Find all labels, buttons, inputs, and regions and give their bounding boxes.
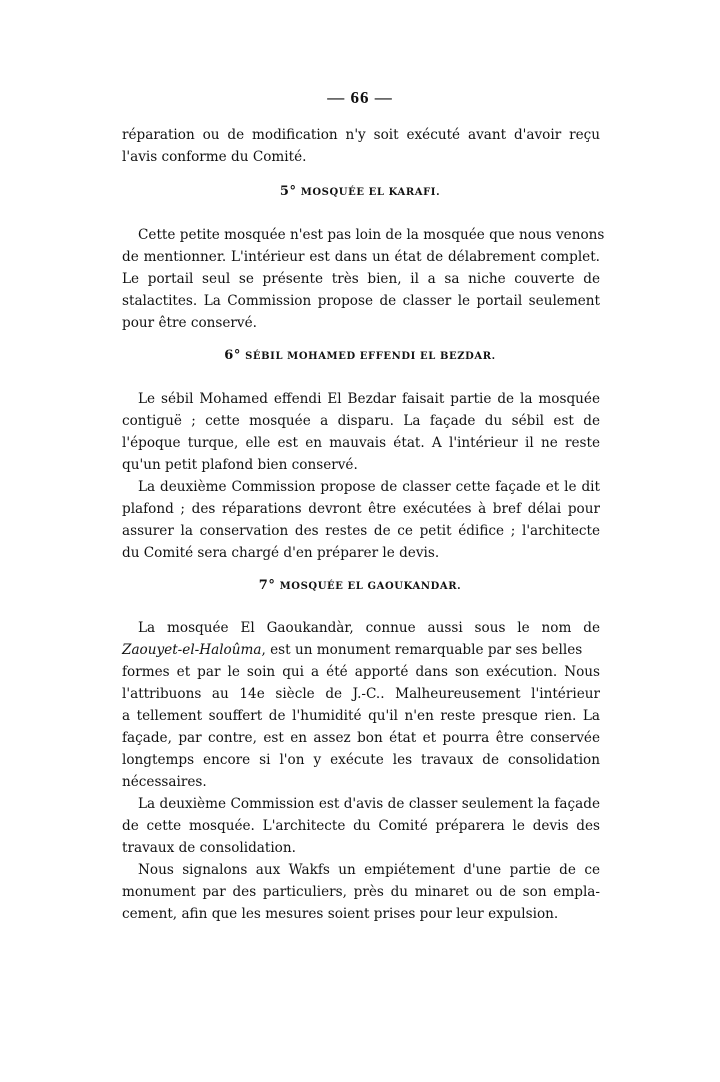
text-line: de mentionner. L'intérieur est dans un état de délabrement complet. — [122, 249, 600, 265]
text-line: Le sébil Mohamed effendi El Bezdar faisait partie de la mosquée — [138, 391, 600, 407]
section-title: MOSQUÉE EL KARAFI. — [300, 187, 441, 198]
section-heading-6 — [0, 348, 720, 365]
text-line: plafond ; des réparations devront être exécutées à bref délai pour — [122, 501, 600, 517]
text-line: nécessaires. — [122, 774, 207, 790]
text-line: cement, afin que les mesures soient prises pour leur expulsion. — [122, 906, 559, 922]
section-number: 5° — [279, 184, 297, 199]
section-heading-5 — [0, 184, 720, 201]
section-title: SÉBIL MOHAMED EFFENDI EL BEZDAR. — [245, 351, 496, 362]
text-line: façade, par contre, est en assez bon état et pourra être conservée — [122, 730, 600, 746]
text-line: La deuxième Commission propose de classer cette façade et le dit — [138, 479, 600, 495]
text-fragment: , est un monument remarquable par ses belles — [261, 642, 583, 658]
text-line: qu'un petit plafond bien conservé. — [122, 457, 358, 473]
text-line: assurer la conservation des restes de ce petit édifice ; l'architecte — [122, 523, 600, 539]
section-heading-7 — [0, 578, 720, 595]
text-line: a tellement souffert de l'humidité qu'il n'en reste presque rien. La — [122, 708, 600, 724]
text-line: Nous signalons aux Wakfs un empiétement d'une partie de ce — [138, 862, 600, 878]
text-line: stalactites. La Commission propose de classer le portail seulement — [122, 293, 600, 309]
section-number: 7° — [258, 578, 276, 593]
text-line: contiguë ; cette mosquée a disparu. La façade du sébil est de — [122, 413, 600, 429]
text-line: du Comité sera chargé d'en préparer le devis. — [122, 545, 440, 561]
section-number: 6° — [224, 348, 241, 363]
text-line: monument par des particuliers, près du minaret ou de son empla- — [122, 884, 600, 900]
page-number: — 66 — — [327, 88, 393, 107]
text-line: travaux de consolidation. — [122, 840, 296, 856]
text-line: réparation ou de modification n'y soit exécuté avant d'avoir reçu — [122, 127, 600, 143]
text-line: pour être conservé. — [122, 315, 257, 331]
italic-place-name: Zaouyet-el-Haloûma — [122, 642, 262, 658]
text-line: Cette petite mosquée n'est pas loin de la mosquée que nous venons — [138, 227, 605, 243]
section-title: MOSQUÉE EL GAOUKANDAR. — [279, 581, 462, 592]
text-line: longtemps encore si l'on y exécute les travaux de consolidation — [122, 752, 600, 768]
text-line: Le portail seul se présente très bien, il a sa niche couverte de — [122, 271, 600, 287]
text-line — [122, 640, 600, 660]
text-line: de cette mosquée. L'architecte du Comité préparera le devis des — [122, 818, 600, 834]
text-line: l'attribuons au 14e siècle de J.-C.. Malheureusement l'intérieur — [122, 686, 600, 702]
text-line: l'époque turque, elle est en mauvais état. A l'intérieur il ne reste — [122, 435, 600, 451]
text-line: formes et par le soin qui a été apporté dans son exécution. Nous — [122, 664, 600, 680]
text-line: La deuxième Commission est d'avis de classer seulement la façade — [138, 796, 600, 812]
text-line: La mosquée El Gaoukandàr, connue aussi sous le nom de — [138, 620, 600, 636]
text-line: l'avis conforme du Comité. — [122, 149, 307, 165]
